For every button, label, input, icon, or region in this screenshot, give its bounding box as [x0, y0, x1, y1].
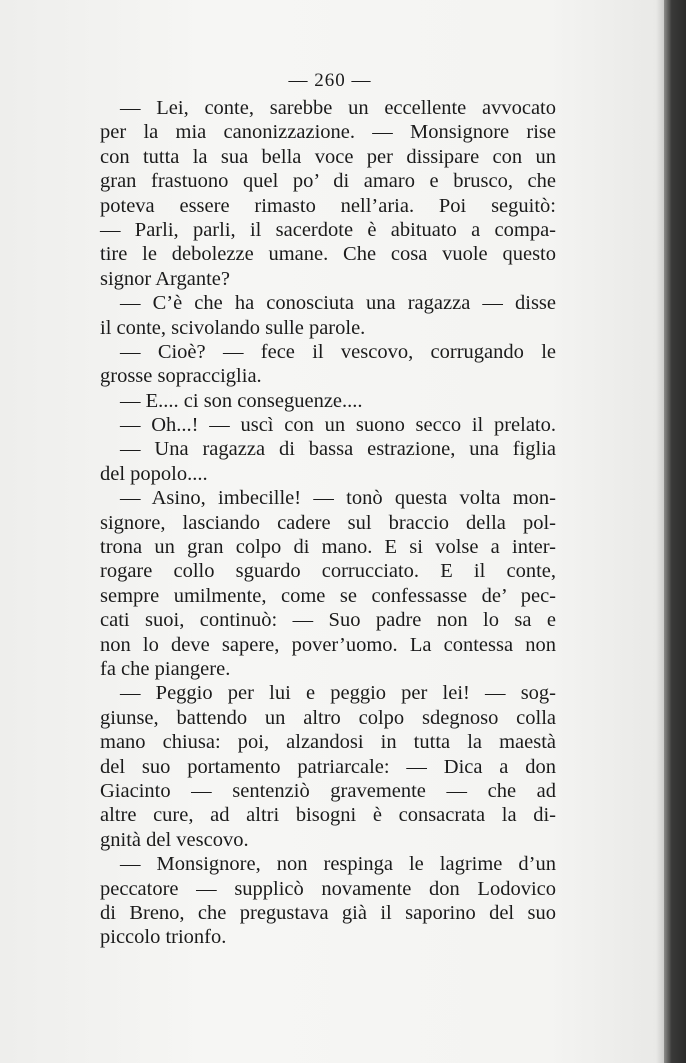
text-line: piccolo trionfo. — [100, 926, 227, 949]
text-line: tire le debolezze umane. Che cosa vuole questo — [100, 243, 556, 266]
text-line: signor Argante? — [100, 267, 230, 290]
text-line: trona un gran colpo di mano. E si volse a inter- — [100, 536, 556, 559]
text-line: non lo deve sapere, pover’uomo. La contessa non — [100, 633, 556, 656]
text-line: altre cure, ad altri bisogni è consacrata la di- — [100, 804, 556, 827]
text-line: poteva essere rimasto nell’aria. Poi seguitò: — [100, 194, 556, 217]
page-number: — 260 — — [288, 70, 372, 91]
text-line: — Lei, conte, sarebbe un eccellente avvocato — [120, 97, 556, 119]
text-line: fa che piangere. — [100, 657, 231, 680]
text-line: Giacinto — sentenziò gravemente — che ad — [100, 779, 556, 802]
book-spine — [664, 0, 686, 1063]
text-line: gnità del vescovo. — [100, 828, 249, 851]
text-line: per la mia canonizzazione. — Monsignore rise — [100, 121, 556, 144]
text-line: il conte, scivolando sulle parole. — [100, 316, 366, 339]
text-line: — Oh...! — uscì con un suono secco il prelato. — [120, 414, 556, 437]
text-line: di Breno, che pregustava già il saporino del suo — [100, 901, 556, 924]
page-gutter-shadow — [656, 0, 664, 1063]
text-line: peccatore — supplicò novamente don Lodovico — [100, 877, 556, 900]
text-line: rogare collo sguardo corrucciato. E il conte, — [100, 560, 556, 583]
text-line: — C’è che ha conosciuta una ragazza — disse — [120, 292, 556, 315]
text-line: con tutta la sua bella voce per dissipare con un — [100, 145, 556, 168]
text-line: del suo portamento patriarcale: — Dica a don — [100, 755, 556, 778]
text-line: — Una ragazza di bassa estrazione, una figlia — [120, 438, 556, 461]
text-line: signore, lasciando cadere sul braccio della pol- — [100, 511, 556, 534]
text-line: — Peggio per lui e peggio per lei! — sog- — [120, 682, 556, 705]
text-line: cati suoi, continuò: — Suo padre non lo sa e — [100, 609, 556, 632]
text-line: — E.... ci son conseguenze.... — [120, 389, 363, 412]
text-line: gran frastuono quel po’ di amaro e brusco, che — [100, 170, 556, 193]
text-line: grosse sopracciglia. — [100, 365, 262, 388]
text-line: sempre umilmente, come se confessasse de’ pec- — [100, 584, 556, 607]
body-text — [100, 96, 556, 950]
text-line: giunse, battendo un altro colpo sdegnoso colla — [100, 706, 556, 729]
text-line: mano chiusa: poi, alzandosi in tutta la maestà — [100, 731, 556, 754]
text-line: — Asino, imbecille! — tonò questa volta mon- — [120, 487, 556, 510]
text-line: — Monsignore, non respinga le lagrime d’un — [120, 853, 556, 876]
text-line: — Cioè? — fece il vescovo, corrugando le — [120, 340, 556, 363]
text-line: del popolo.... — [100, 462, 208, 485]
text-line: — Parli, parli, il sacerdote è abituato a compa- — [100, 218, 556, 241]
